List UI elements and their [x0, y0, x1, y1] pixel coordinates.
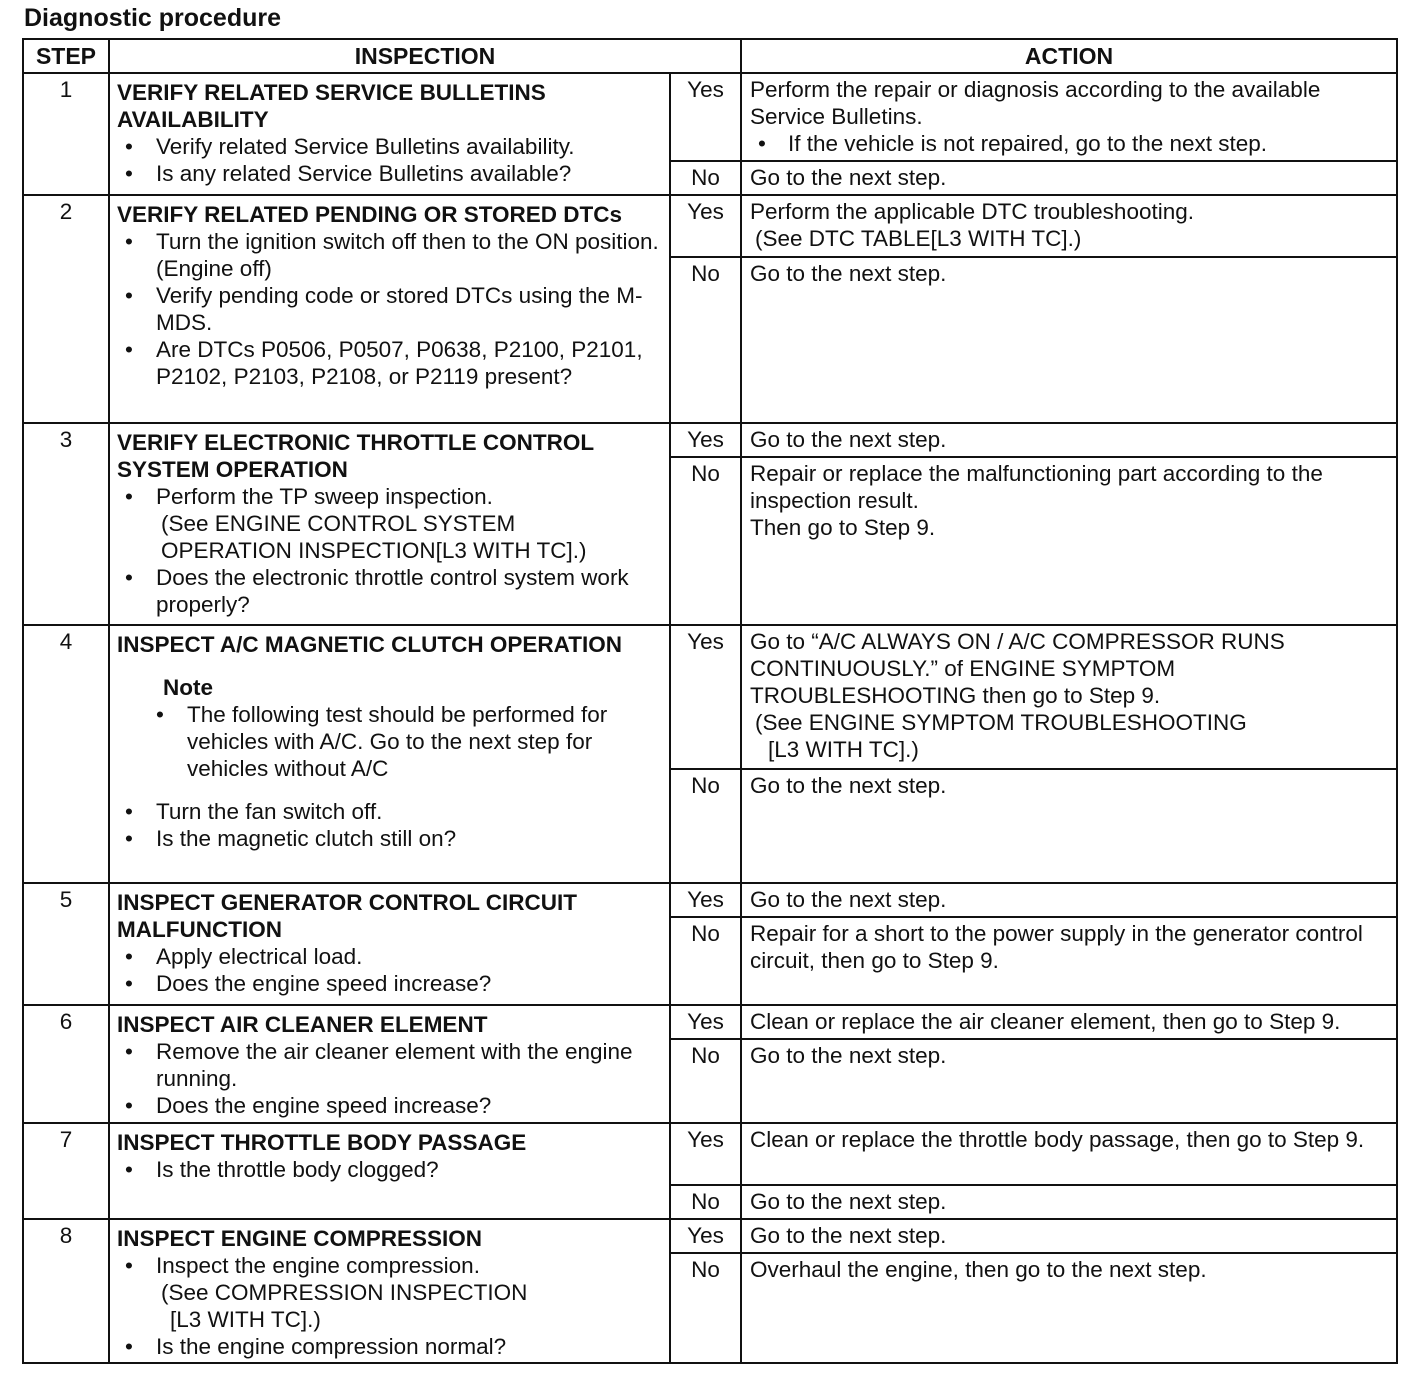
yes-label: Yes	[670, 883, 741, 917]
yes-action	[741, 73, 1397, 161]
list-item: • The following test should be performed for vehicles with A/C. Go to the next step for vehicles without A/C	[163, 701, 663, 782]
yes-label: Yes	[670, 625, 741, 769]
bullet-reference: (See ENGINE CONTROL SYSTEM	[161, 511, 516, 536]
inspection-heading: VERIFY RELATED PENDING OR STORED DTCs	[117, 202, 623, 227]
table-row	[23, 195, 1397, 257]
step-number: 6	[23, 1005, 109, 1123]
list-item	[117, 483, 663, 564]
inspection-cell	[109, 1219, 670, 1363]
no-label: No	[670, 1253, 741, 1363]
table-row	[23, 73, 1397, 161]
yes-action: Clean or replace the throttle body passage, then go to Step 9.	[741, 1123, 1397, 1185]
no-action: Overhaul the engine, then go to the next step.	[741, 1253, 1397, 1363]
note-title: Note	[163, 675, 213, 700]
inspection-heading: INSPECT GENERATOR CONTROL CIRCUIT MALFUNCTION	[117, 890, 578, 942]
list-item: • Is the throttle body clogged?	[117, 1156, 663, 1183]
inspection-cell	[109, 423, 670, 625]
list-item: • Is the magnetic clutch still on?	[117, 825, 663, 852]
action-reference: (See ENGINE SYMPTOM TROUBLESHOOTING	[755, 710, 1247, 735]
inspection-heading: INSPECT ENGINE COMPRESSION	[117, 1226, 483, 1251]
action-text: Perform the repair or diagnosis according to the available Service Bulletins.	[750, 77, 1321, 129]
yes-action	[741, 195, 1397, 257]
step-header: STEP	[23, 39, 109, 73]
no-action	[741, 457, 1397, 625]
table-row	[23, 1219, 1397, 1253]
list-item: • Apply electrical load.	[117, 943, 663, 970]
action-text: Go to “A/C ALWAYS ON / A/C COMPRESSOR RUNS CONTINUOUSLY.” of ENGINE SYMPTOM TROUBLESHOOTING then go to Step 9.	[750, 629, 1285, 708]
yes-action: Go to the next step.	[741, 883, 1397, 917]
inspection-heading: INSPECT AIR CLEANER ELEMENT	[117, 1012, 488, 1037]
table-row	[23, 1123, 1397, 1185]
no-label: No	[670, 161, 741, 195]
inspection-header: INSPECTION	[109, 39, 741, 73]
no-action: Go to the next step.	[741, 1039, 1397, 1123]
action-sub-bullet: • If the vehicle is not repaired, go to the next step.	[750, 130, 1390, 157]
list-item: • Verify related Service Bulletins availability.	[117, 133, 663, 160]
action-text: Then go to Step 9.	[750, 515, 936, 540]
inspection-cell	[109, 1123, 670, 1219]
no-action: Go to the next step.	[741, 161, 1397, 195]
yes-action: Go to the next step.	[741, 423, 1397, 457]
no-label: No	[670, 1185, 741, 1219]
note-bullets	[163, 701, 663, 782]
yes-action	[741, 625, 1397, 769]
step-number: 7	[23, 1123, 109, 1219]
no-label: No	[670, 457, 741, 625]
step-number: 2	[23, 195, 109, 423]
list-item: • Are DTCs P0506, P0507, P0638, P2100, P2101, P2102, P2103, P2108, or P2119 present?	[117, 336, 663, 390]
step-number: 8	[23, 1219, 109, 1363]
inspection-bullets	[117, 798, 663, 852]
list-item: • Does the engine speed increase?	[117, 970, 663, 997]
yes-label: Yes	[670, 1219, 741, 1253]
inspection-bullets	[117, 943, 663, 997]
table-row	[23, 883, 1397, 917]
step-number: 4	[23, 625, 109, 883]
no-label: No	[670, 917, 741, 1005]
inspection-bullets	[117, 1038, 663, 1119]
list-item	[117, 1252, 663, 1333]
inspection-cell	[109, 625, 670, 883]
inspection-heading: VERIFY ELECTRONIC THROTTLE CONTROL SYSTEM OPERATION	[117, 430, 594, 482]
diagnostic-table	[22, 38, 1398, 1364]
bullet-reference: OPERATION INSPECTION[L3 WITH TC].)	[161, 538, 587, 563]
action-reference: [L3 WITH TC].)	[768, 737, 919, 762]
no-action: Repair for a short to the power supply in the generator control circuit, then go to Step 9.	[741, 917, 1397, 1005]
bullet-reference: [L3 WITH TC].)	[170, 1307, 321, 1332]
list-item: • Is any related Service Bulletins available?	[117, 160, 663, 187]
action-text: Repair or replace the malfunctioning part according to the inspection result.	[750, 461, 1323, 513]
step-number: 3	[23, 423, 109, 625]
yes-label: Yes	[670, 195, 741, 257]
inspection-bullets	[117, 133, 663, 187]
action-header: ACTION	[741, 39, 1397, 73]
inspection-cell	[109, 195, 670, 423]
table-row	[23, 423, 1397, 457]
bullet-reference: (See COMPRESSION INSPECTION	[161, 1280, 528, 1305]
list-item: • Verify pending code or stored DTCs using the M-MDS.	[117, 282, 663, 336]
table-row	[23, 1005, 1397, 1039]
page-title: Diagnostic procedure	[24, 4, 281, 32]
no-label: No	[670, 257, 741, 423]
inspection-cell	[109, 73, 670, 195]
list-item: • Is the engine compression normal?	[117, 1333, 663, 1360]
yes-action: Clean or replace the air cleaner element, then go to Step 9.	[741, 1005, 1397, 1039]
header-row	[23, 39, 1397, 73]
action-text: Perform the applicable DTC troubleshooting.	[750, 199, 1194, 224]
inspection-bullets	[117, 228, 663, 390]
action-reference: (See DTC TABLE[L3 WITH TC].)	[755, 226, 1082, 251]
list-item: • Turn the ignition switch off then to the ON position. (Engine off)	[117, 228, 663, 282]
list-item: • Does the electronic throttle control system work properly?	[117, 564, 663, 618]
yes-label: Yes	[670, 1123, 741, 1185]
step-number: 1	[23, 73, 109, 195]
inspection-bullets	[117, 1156, 663, 1183]
bullet-text: Inspect the engine compression.	[156, 1253, 480, 1278]
table-row	[23, 625, 1397, 769]
no-action: Go to the next step.	[741, 257, 1397, 423]
inspection-heading: INSPECT A/C MAGNETIC CLUTCH OPERATION	[117, 632, 622, 657]
list-item: • Does the engine speed increase?	[117, 1092, 663, 1119]
list-item: • Remove the air cleaner element with the engine running.	[117, 1038, 663, 1092]
inspection-bullets	[117, 483, 663, 618]
no-action: Go to the next step.	[741, 1185, 1397, 1219]
no-action: Go to the next step.	[741, 769, 1397, 883]
yes-label: Yes	[670, 1005, 741, 1039]
inspection-cell	[109, 1005, 670, 1123]
yes-action: Go to the next step.	[741, 1219, 1397, 1253]
bullet-text: Perform the TP sweep inspection.	[156, 484, 493, 509]
inspection-heading: VERIFY RELATED SERVICE BULLETINS AVAILABILITY	[117, 80, 546, 132]
yes-label: Yes	[670, 73, 741, 161]
no-label: No	[670, 769, 741, 883]
note-box	[117, 674, 663, 782]
step-number: 5	[23, 883, 109, 1005]
inspection-cell	[109, 883, 670, 1005]
inspection-heading: INSPECT THROTTLE BODY PASSAGE	[117, 1130, 527, 1155]
inspection-bullets	[117, 1252, 663, 1360]
no-label: No	[670, 1039, 741, 1123]
list-item: • Turn the fan switch off.	[117, 798, 663, 825]
yes-label: Yes	[670, 423, 741, 457]
